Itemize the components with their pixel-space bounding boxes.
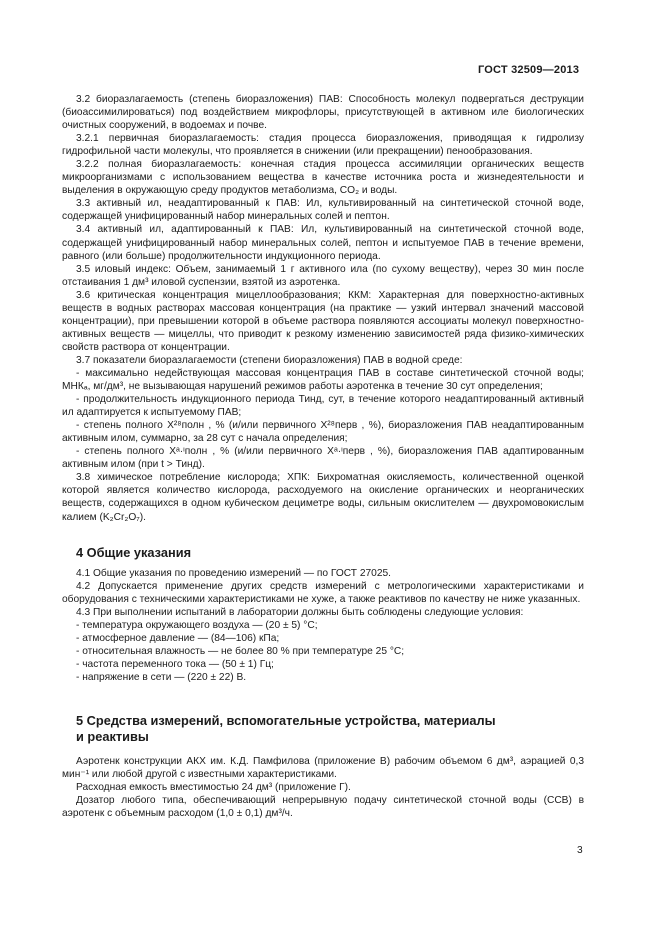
- condition-voltage: - напряжение в сети — (220 ± 22) В.: [76, 671, 247, 683]
- clause-3-7: 3.7 показатели биоразлагаемости (степени биоразложения) ПАВ в водной среде:: [76, 354, 463, 366]
- clause-4-1: 4.1 Общие указания по проведению измерений — по ГОСТ 27025.: [76, 567, 391, 579]
- equipment-dispenser: Дозатор любого типа, обеспечивающий непрерывную подачу синтетической сточной воды (ССВ) в аэротенк с объемным расходом (1,0 ± 0,1) дм³/ч.: [62, 795, 584, 820]
- indicator-nonadapted-degradation: - степень полного X²⁸полн , % (и/или первичного X²⁸перв , %), биоразложения ПАВ неадаптированным активным илом, суммарно, за 28 сут с начала определения;: [62, 420, 584, 445]
- indicator-mnk: - максимально недействующая массовая концентрация ПАВ в составе синтетической сточной воды; МНКₐ, мг/дм³, не вызывающая нарушений режимов работы аэротенка в течение 30 сут определения;: [62, 367, 584, 393]
- clause-4-3: 4.3 При выполнении испытаний в лаборатории должны быть соблюдены следующие условия:: [76, 606, 524, 618]
- condition-pressure: - атмосферное давление — (84—106) кПа;: [76, 632, 280, 644]
- section-5-title-line2: и реактивы: [76, 728, 149, 744]
- clause-3-6: 3.6 критическая концентрация мицеллообразования; ККМ: Характерная для поверхностно-активных веществ в водных растворах массовая концентрация (на практике — узкий интервал значений массовой концентрации), при превышении которой в объеме раствора появляются ассоциаты молекул поверхностно-активных веществ — мицеллы, что приводит к резкому изменению зависимостей ряда физико-химических свойств раствора от концентрации.: [62, 289, 584, 353]
- standard-designation: ГОСТ 32509—2013: [478, 64, 580, 76]
- page-number: 3: [577, 845, 583, 856]
- document-body: [62, 93, 584, 820]
- equipment-supply-tank: Расходная емкость вместимостью 24 дм³ (приложение Г).: [76, 782, 351, 794]
- clause-4-2: 4.2 Допускается применение других средств измерений с метрологическими характеристиками и оборудования с техническими характеристиками не хуже, а также реактивов по качеству не ниже указанных.: [62, 580, 584, 605]
- clause-3-8: 3.8 химическое потребление кислорода; ХПК: Бихроматная окисляемость, количественной оценкой которой является количество кислорода, расходуемого на окисление органических и неорганических веществ, содержащихся в одном кубическом дециметре воды, сильным окислителем — двухромовокислым калием (K₂Cr₂O₇).: [62, 472, 584, 523]
- clause-3-5: 3.5 иловый индекс: Объем, занимаемый 1 г активного ила (по сухому веществу), через 30 мин после отстаивания 1 дм³ иловой суспензии, взятой из аэротенка.: [62, 263, 584, 288]
- clause-3-2: 3.2 биоразлагаемость (степень биоразложения) ПАВ: Способность молекул подвергаться деструкции (биоассимилироваться) под воздействием микрофлоры, присутствующей в активном иле биологических очистных сооружений, в водоемах и почве.: [62, 94, 584, 132]
- condition-humidity: - относительная влажность — не более 80 % при температуре 25 °С;: [76, 645, 405, 657]
- equipment-aerotank: Аэротенк конструкции АКХ им. К.Д. Памфилова (приложение В) рабочим объемом 6 дм³, аэрацией 0,3 мин⁻¹ или любой другой с известными характеристиками.: [62, 755, 584, 781]
- indicator-induction-period: - продолжительность индукционного периода Тинд, сут, в течение которого неадаптированный активный ил адаптируется к испытуемому ПАВ;: [62, 394, 584, 419]
- condition-temperature: - температура окружающего воздуха — (20 ± 5) °С;: [76, 619, 318, 631]
- clause-3-4: 3.4 активный ил, адаптированный к ПАВ: Ил, культивированный на синтетической сточной воде, содержащей унифицированный набор минеральных солей, пептон и испытуемое ПАВ в течение времени, равного (или больше) продолжительности индукционного периода.: [62, 224, 584, 262]
- condition-frequency: - частота переменного тока — (50 ± 1) Гц;: [76, 658, 274, 670]
- clause-3-2-2: 3.2.2 полная биоразлагаемость: конечная стадия процесса ассимиляции органических веществ микроорганизмами с использованием вещества в качестве источника роста и жизнедеятельности и выделения в окружающую среду продуктов метаболизма, CO₂ и воды.: [62, 159, 584, 197]
- clause-3-2-1: 3.2.1 первичная биоразлагаемость: стадия процесса биоразложения, приводящая к гидролизу гидрофильной части молекулы, что проявляется в снижении (или прекращении) пенообразования.: [62, 133, 584, 158]
- section-4-title: 4 Общие указания: [76, 544, 192, 560]
- clause-3-3: 3.3 активный ил, неадаптированный к ПАВ: Ил, культивированный на синтетической сточной воде, содержащей унифицированный набор минеральных солей и пептон.: [62, 198, 584, 223]
- indicator-adapted-degradation: - степень полного Xᵃ·ᶦполн , % (и/или первичного Xᵃ·ᶦперв , %), биоразложения ПАВ адаптированным активным илом (при t > Тинд).: [62, 446, 584, 471]
- section-5-title-line1: 5 Средства измерений, вспомогательные устройства, материалы: [76, 712, 496, 728]
